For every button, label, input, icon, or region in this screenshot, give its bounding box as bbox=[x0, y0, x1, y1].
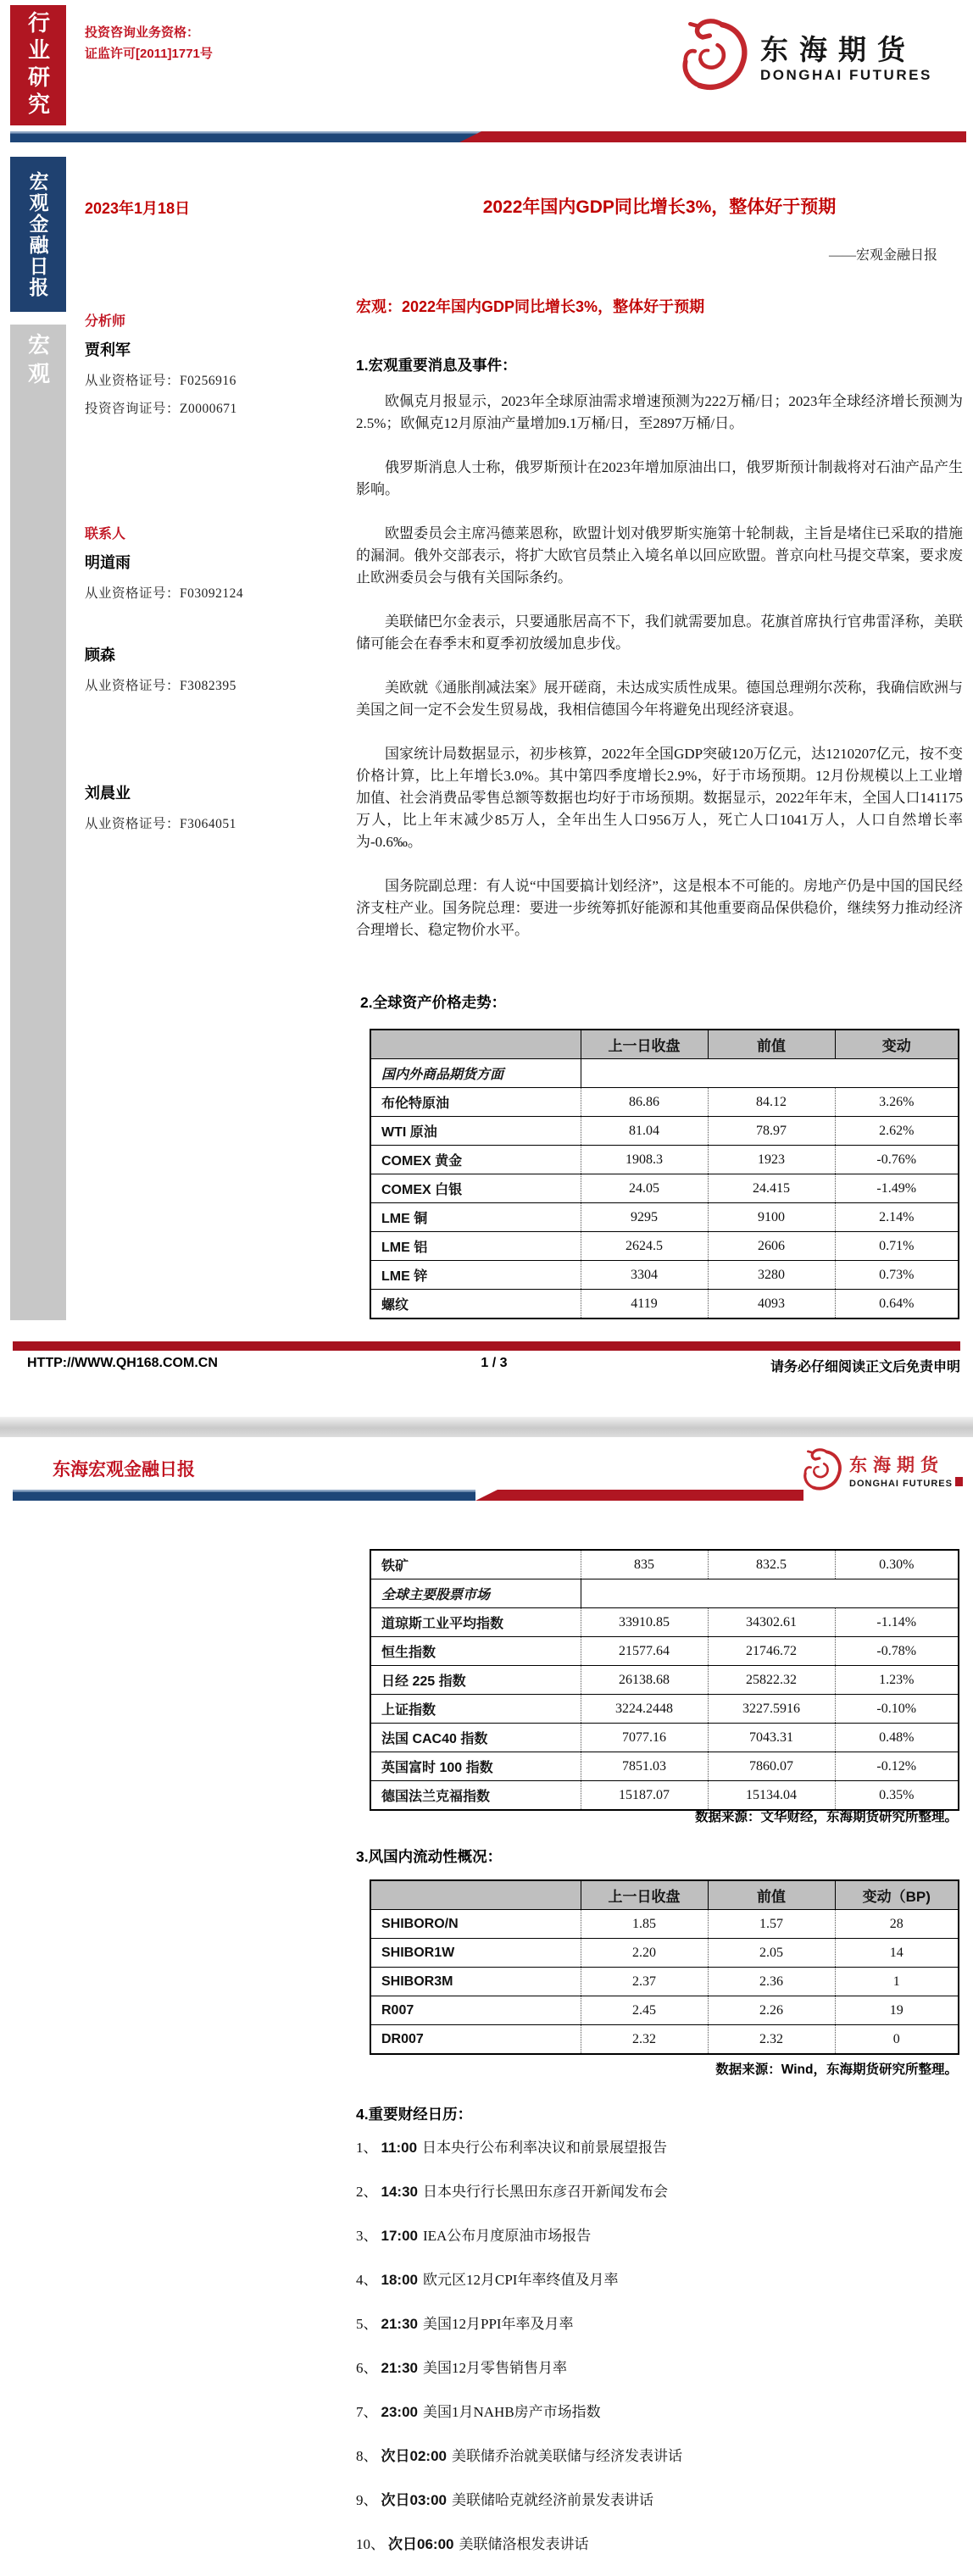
table-row: 德国法兰克福指数 15187.07 15134.04 0.35% bbox=[370, 1781, 959, 1811]
macro-side-label: 宏观 bbox=[25, 333, 51, 391]
table-row: 日经 225 指数 26138.68 25822.32 1.23% bbox=[370, 1666, 959, 1695]
news-paragraph: 国家统计局数据显示，初步核算，2022年全国GDP突破120万亿元，达1210207亿元，按不变价格计算，比上年增长3.0%。其中第四季度增长2.9%，好于市场预期。12月份规模以上工业增加值、社会消费品零售总额等数据也均好于市场预期。数据显示，2022年年末，全国人口141175万人，比上年末减少85万人，全年出生人口956万人，死亡人口1041万人，人口自然增长率为-0.6‰。 bbox=[356, 746, 963, 850]
section-label: 全球主要股票市场 bbox=[370, 1579, 581, 1608]
table-row: 布伦特原油 86.86 84.12 3.26% bbox=[370, 1088, 959, 1117]
page2-header-title: 东海宏观金融日报 bbox=[53, 1460, 195, 1480]
liquidity-table bbox=[370, 1879, 959, 2055]
table-row: 上证指数 3224.2448 3227.5916 -0.10% bbox=[370, 1695, 959, 1724]
item-time: 17:00 bbox=[381, 2228, 418, 2244]
page-separator bbox=[0, 1417, 973, 1437]
report-type-label: 宏观金融日报 bbox=[26, 170, 49, 298]
macro-section-title: 宏观：2022年国内GDP同比增长3%，整体好于预期 bbox=[356, 298, 705, 315]
report-title: 2022年国内GDP同比增长3%，整体好于预期 bbox=[482, 197, 837, 217]
item-time: 次日02:00 bbox=[381, 2448, 447, 2464]
calendar-item bbox=[356, 2444, 963, 2465]
data-source-note: 数据来源：Wind，东海期货研究所整理。 bbox=[715, 2062, 958, 2077]
col-header-prev-close: 上一日收盘 bbox=[581, 1030, 708, 1059]
item-time: 21:30 bbox=[381, 2360, 418, 2376]
contact-2-cert: 从业资格证号：F3082395 bbox=[85, 679, 236, 693]
news-paragraph: 美联储巴尔金表示，只要通胀居高不下，我们就需要加息。花旗首席执行官弗雷泽称，美联储可能会在春季末和夏季初放缓加息步伐。 bbox=[356, 613, 963, 652]
contact-3-name: 刘晨业 bbox=[85, 785, 131, 802]
col-header-prior: 前值 bbox=[708, 1030, 835, 1059]
col-header-change: 变动 bbox=[835, 1030, 959, 1059]
table-section-row bbox=[370, 1579, 959, 1608]
calendar-item bbox=[356, 2268, 963, 2289]
table-row: 道琼斯工业平均指数 33910.85 34302.61 -1.14% bbox=[370, 1608, 959, 1637]
analyst-cert-1: 从业资格证号：F0256916 bbox=[85, 374, 236, 388]
table-row: LME 铜 9295 9100 2.14% bbox=[370, 1203, 959, 1232]
item-text: 美联储乔治就美联储与经济发表讲话 bbox=[451, 2448, 682, 2464]
calendar-item bbox=[356, 2179, 963, 2201]
credential-line-1: 投资咨询业务资格： bbox=[85, 25, 200, 40]
item-number: 9、 bbox=[356, 2492, 378, 2508]
table-row: LME 铝 2624.5 2606 0.71% bbox=[370, 1232, 959, 1261]
liquidity-heading: 3.风国内流动性概况： bbox=[356, 1848, 503, 1865]
donghai-logo bbox=[674, 15, 932, 101]
macro-side-column bbox=[10, 325, 66, 1320]
calendar-item bbox=[356, 2223, 963, 2245]
footer-page-number: 1 / 3 bbox=[481, 1356, 508, 1370]
calendar-item bbox=[356, 2400, 963, 2421]
calendar-heading: 4.重要财经日历： bbox=[356, 2106, 473, 2123]
news-paragraph: 欧佩克月报显示，2023年全球原油需求增速预测为222万桶/日；2023年全球经济增长预测为2.5%；欧佩克12月原油产量增加9.1万桶/日，至2897万桶/日。 bbox=[356, 393, 963, 431]
contact-1-name: 明道雨 bbox=[85, 554, 131, 571]
page-footer bbox=[27, 1356, 960, 1375]
footer-disclaimer: 请务必仔细阅读正文后免责申明 bbox=[770, 1360, 960, 1374]
table-row: SHIBOR1W 2.20 2.05 14 bbox=[370, 1939, 959, 1968]
item-number: 10、 bbox=[356, 2536, 385, 2552]
logo-en-text: DONGHAI FUTURES bbox=[760, 66, 932, 83]
section-label: 国内外商品期货方面 bbox=[370, 1059, 581, 1088]
economic-calendar bbox=[356, 2135, 963, 2576]
item-time: 14:30 bbox=[381, 2184, 418, 2200]
table-row: COMEX 黄金 1908.3 1923 -0.76% bbox=[370, 1146, 959, 1174]
item-number: 5、 bbox=[356, 2316, 378, 2332]
item-text: 美国1月NAHB房产市场指数 bbox=[422, 2404, 601, 2420]
table-row: 铁矿 835 832.5 0.30% bbox=[370, 1550, 959, 1579]
contact-2-name: 顾森 bbox=[85, 647, 115, 663]
logo-cn-text: 东海期货 bbox=[760, 33, 916, 65]
item-number: 8、 bbox=[356, 2448, 378, 2464]
news-paragraph: 国务院副总理：有人说“中国要搞计划经济”，这是根本不可能的。房地产仍是中国的国民经济支柱产业。国务院总理：要进一步统筹抓好能源和其他重要商品保供稳价，继续努力推动经济合理增长、稳定物价水平。 bbox=[356, 878, 963, 938]
header-rule-red bbox=[459, 131, 966, 142]
news-paragraph: 欧盟委员会主席冯德莱恩称，欧盟计划对俄罗斯实施第十轮制裁，主旨是堵住已采取的措施的漏洞。俄外交部表示，将扩大欧官员禁止入境名单以回应欧盟。普京向杜马提交草案，要求废止欧洲委员会与俄有关国际条约。 bbox=[356, 525, 963, 586]
item-time: 次日03:00 bbox=[381, 2492, 447, 2508]
calendar-item bbox=[356, 2135, 963, 2157]
stock-market-table bbox=[370, 1549, 959, 1811]
page2-rule-red bbox=[475, 1490, 803, 1501]
item-time: 11:00 bbox=[381, 2140, 418, 2156]
asset-price-table bbox=[370, 1029, 959, 1319]
industry-research-tag bbox=[10, 5, 66, 125]
table-row: LME 锌 3304 3280 0.73% bbox=[370, 1261, 959, 1290]
logo-text bbox=[849, 1455, 963, 1490]
analyst-cert-2: 投资咨询证号：Z0000671 bbox=[85, 402, 237, 416]
logo-red-square bbox=[955, 1477, 963, 1486]
col-header-change-bp: 变动（BP) bbox=[835, 1880, 959, 1910]
table-row: 英国富时 100 指数 7851.03 7860.07 -0.12% bbox=[370, 1752, 959, 1781]
table-row: COMEX 白银 24.05 24.415 -1.49% bbox=[370, 1174, 959, 1203]
item-time: 23:00 bbox=[381, 2404, 418, 2420]
item-number: 2、 bbox=[356, 2184, 378, 2200]
item-text: IEA公布月度原油市场报告 bbox=[422, 2228, 592, 2244]
table-header-row bbox=[370, 1880, 959, 1910]
contact-3-cert: 从业资格证号：F3064051 bbox=[85, 817, 236, 831]
calendar-item bbox=[356, 2532, 963, 2553]
table-row: 恒生指数 21577.64 21746.72 -0.78% bbox=[370, 1637, 959, 1666]
analyst-name: 贾利军 bbox=[85, 341, 131, 358]
item-text: 美国12月PPI年率及月率 bbox=[422, 2316, 574, 2332]
table-section-row bbox=[370, 1059, 959, 1088]
logo-cn-text: 东海期货 bbox=[849, 1456, 944, 1475]
analyst-sidebar bbox=[85, 310, 343, 838]
col-header-prev-close: 上一日收盘 bbox=[581, 1880, 708, 1910]
contact-label: 联系人 bbox=[85, 527, 126, 541]
item-text: 日本央行行长黑田东彦召开新闻发布会 bbox=[422, 2184, 668, 2200]
credential-line-2: 证监许可[2011]1771号 bbox=[85, 47, 213, 61]
table-header-row bbox=[370, 1030, 959, 1059]
item-time: 21:30 bbox=[381, 2316, 418, 2332]
logo-en-label: DONGHAI FUTURES bbox=[849, 1479, 953, 1489]
item-time: 次日06:00 bbox=[388, 2536, 454, 2552]
item-number: 6、 bbox=[356, 2360, 378, 2376]
report-subtitle: ——宏观金融日报 bbox=[828, 248, 937, 263]
industry-research-label: 行业研究 bbox=[25, 11, 51, 119]
news-paragraph: 俄罗斯消息人士称，俄罗斯预计在2023年增加原油出口，俄罗斯预计制裁将对石油产品产生影响。 bbox=[356, 459, 963, 497]
calendar-item bbox=[356, 2488, 963, 2509]
logo-en-text bbox=[849, 1477, 963, 1490]
item-text: 美联储洛根发表讲话 bbox=[459, 2536, 589, 2552]
logo-text bbox=[760, 33, 932, 84]
analyst-label: 分析师 bbox=[85, 314, 126, 329]
table-row: DR007 2.32 2.32 0 bbox=[370, 2025, 959, 2055]
news-paragraph: 美欧就《通胀削减法案》展开磋商，未达成实质性成果。德国总理朔尔茨称，我确信欧洲与美国之间一定不会发生贸易战，我相信德国今年将避免出现经济衰退。 bbox=[356, 680, 963, 718]
item-text: 美国12月零售销售月率 bbox=[422, 2360, 567, 2376]
calendar-item bbox=[356, 2356, 963, 2377]
item-number: 4、 bbox=[356, 2272, 378, 2288]
report-date: 2023年1月18日 bbox=[85, 200, 191, 217]
contact-1-cert: 从业资格证号：F03092124 bbox=[85, 586, 244, 601]
item-text: 美联储哈克就经济前景发表讲话 bbox=[451, 2492, 653, 2508]
dragon-icon bbox=[798, 1446, 844, 1499]
donghai-logo-small bbox=[798, 1446, 963, 1499]
col-header-prior: 前值 bbox=[708, 1880, 835, 1910]
table-row: SHIBORO/N 1.85 1.57 28 bbox=[370, 1910, 959, 1939]
news-heading: 1.宏观重要消息及事件： bbox=[356, 357, 517, 374]
credential-block bbox=[85, 22, 213, 64]
header-rule-blue bbox=[10, 131, 481, 142]
item-time: 18:00 bbox=[381, 2272, 418, 2288]
asset-price-heading: 2.全球资产价格走势： bbox=[360, 994, 507, 1011]
data-source-note: 数据来源：文华财经，东海期货研究所整理。 bbox=[694, 1810, 958, 1824]
table-row: R007 2.45 2.26 19 bbox=[370, 1996, 959, 2025]
report-type-tag bbox=[10, 157, 66, 312]
macro-news-body bbox=[356, 354, 963, 963]
footer-url: HTTP://WWW.QH168.COM.CN bbox=[27, 1356, 218, 1370]
item-number: 7、 bbox=[356, 2404, 378, 2420]
footer-rule bbox=[13, 1341, 960, 1351]
dragon-icon bbox=[674, 15, 752, 101]
table-row: SHIBOR3M 2.37 2.36 1 bbox=[370, 1968, 959, 1996]
page2-rule-blue bbox=[13, 1490, 475, 1501]
item-number: 3、 bbox=[356, 2228, 378, 2244]
table-row: 螺纹 4119 4093 0.64% bbox=[370, 1290, 959, 1319]
table-row: 法国 CAC40 指数 7077.16 7043.31 0.48% bbox=[370, 1724, 959, 1752]
item-number: 1、 bbox=[356, 2140, 378, 2156]
table-row: WTI 原油 81.04 78.97 2.62% bbox=[370, 1117, 959, 1146]
calendar-item bbox=[356, 2312, 963, 2333]
item-text: 日本央行公布利率决议和前景展望报告 bbox=[422, 2140, 668, 2156]
item-text: 欧元区12月CPI年率终值及月率 bbox=[422, 2272, 619, 2288]
